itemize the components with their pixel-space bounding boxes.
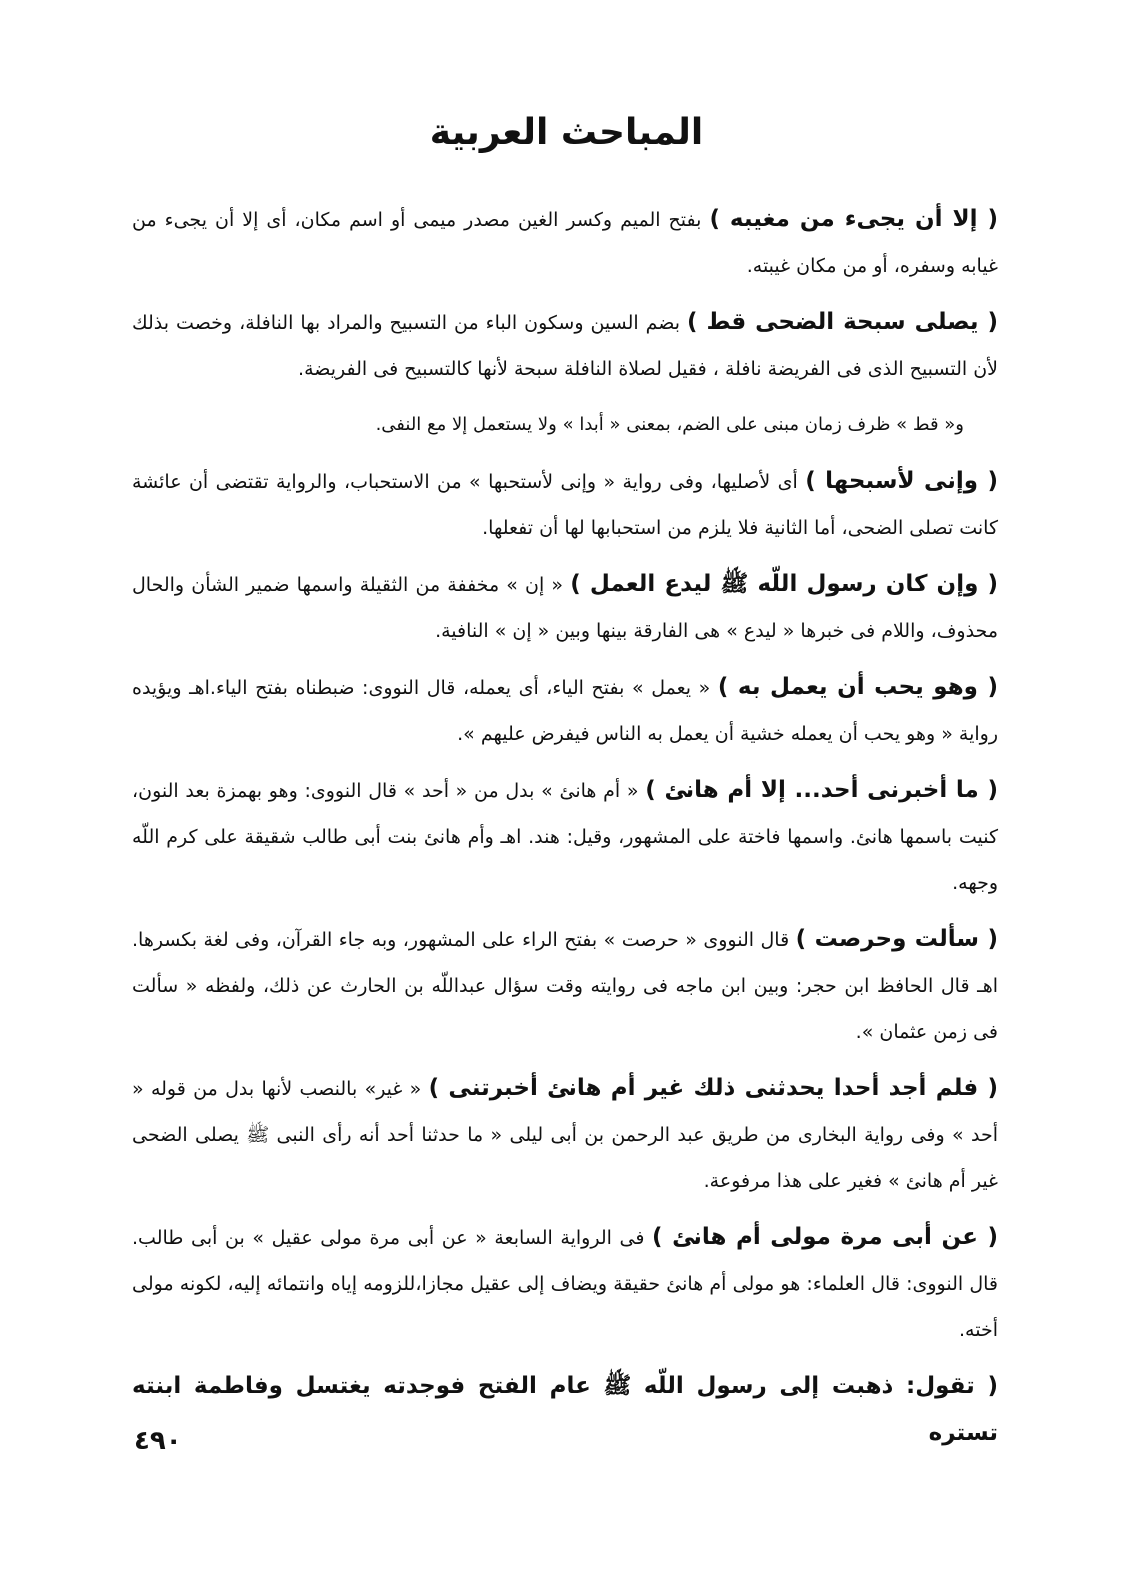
paragraph	[132, 767, 998, 906]
paragraph-heading: ( إلا أن يجىء من مغيبه )	[709, 206, 998, 232]
text-body	[132, 196, 998, 1467]
paragraph	[132, 458, 998, 551]
paragraph-heading: ( وهو يحب أن يعمل به )	[717, 674, 998, 700]
paragraph-heading: ( يصلى سبحة الضحى قط )	[687, 309, 998, 335]
paragraph-heading: ( تقول: ذهبت إلى رسول اللّه ﷺ عام الفتح فوجدته يغتسل وفاطمة ابنته تستره	[132, 1373, 998, 1446]
page-title: المباحث العربية	[429, 112, 704, 153]
paragraph-text: بفتح الميم وكسر الغين مصدر ميمى أو اسم مكان، أى إلا أن يجىء من غيابه وسفره، أو من مكان غيبته.	[132, 209, 998, 277]
paragraph-text: أى لأصليها، وفى رواية « وإنى لأستحبها » من الاستحباب، والرواية تقتضى أن عائشة كانت تصلى الضحى، أما الثانية فلا يلزم من استحبابها لها أن تفعلها.	[132, 471, 998, 539]
paragraph	[132, 1065, 998, 1204]
page-number: ٤٩٠	[134, 1426, 182, 1456]
paragraph-text: « أم هانئ » بدل من « أحد » قال النووى: وهو بهمزة بعد النون، كنيت باسمها هانئ. واسمها فاختة على المشهور، وقيل: هند. اهـ وأم هانئ بنت أبى طالب شقيقة على كرم اللّه وجهه.	[132, 780, 998, 894]
paragraph-text: « يعمل » بفتح الياء، أى يعمله، قال النووى: ضبطناه بفتح الياء.اهـ ويؤيده رواية « وهو يحب أن يعمله خشية أن يعمل به الناس فيفرض عليهم ».	[132, 677, 998, 745]
paragraph-heading: ( عن أبى مرة مولى أم هانئ )	[652, 1224, 998, 1250]
paragraph	[132, 561, 998, 654]
paragraph-text: و« قط » ظرف زمان مبنى على الضم، بمعنى « أبدا » ولا يستعمل إلا مع النفى.	[375, 414, 964, 435]
paragraph-heading: ( سألت وحرصت )	[795, 926, 998, 952]
paragraph-text: قال النووى « حرصت » بفتح الراء على المشهور، وبه جاء القرآن، وفى لغة بكسرها. اهـ قال الحافظ ابن حجر: وبين ابن ماجه فى روايته وقت سؤال عبداللّه بن الحارث عن ذلك، ولفظه « سألت فى زمن عثمان ».	[132, 929, 998, 1043]
paragraph-text: بضم السين وسكون الباء من التسبيح والمراد بها النافلة، وخصت بذلك لأن التسبيح الذى فى الفريضة نافلة ، فقيل لصلاة النافلة سبحة لأنها كالتسبيح فى الفريضة.	[132, 312, 998, 380]
paragraph	[132, 299, 998, 392]
paragraph-text: « إن » مخففة من الثقيلة واسمها ضمير الشأن والحال محذوف، واللام فى خبرها « ليدع » هى الفارقة بينها وبين « إن » النافية.	[132, 574, 998, 642]
paragraph	[132, 1214, 998, 1353]
paragraph	[132, 916, 998, 1055]
paragraph-heading: ( وإنى لأسبحها )	[805, 468, 998, 494]
paragraph-heading: ( وإن كان رسول اللّه ﷺ ليدع العمل )	[570, 571, 998, 597]
paragraph	[132, 196, 998, 289]
paragraph	[132, 1363, 998, 1457]
paragraph	[132, 664, 998, 757]
paragraph-note	[132, 402, 998, 448]
paragraph-text: « غير» بالنصب لأنها بدل من قوله « أحد » وفى رواية البخارى من طريق عبد الرحمن بن أبى ليلى « ما حدثنا أحد أنه رأى النبى ﷺ يصلى الضحى غير أم هانئ » فغير على هذا مرفوعة.	[132, 1078, 998, 1192]
paragraph-heading: ( فلم أجد أحدا يحدثنى ذلك غير أم هانئ أخبرتنى )	[428, 1075, 998, 1101]
paragraph-heading: ( ما أخبرنى أحد... إلا أم هانئ )	[645, 777, 998, 803]
paragraph-text: فى الرواية السابعة « عن أبى مرة مولى عقيل » بن أبى طالب. قال النووى: قال العلماء: هو مولى أم هانئ حقيقة ويضاف إلى عقيل مجازا،للزومه إياه وانتمائه إليه، لكونه مولى أخته.	[132, 1227, 998, 1341]
